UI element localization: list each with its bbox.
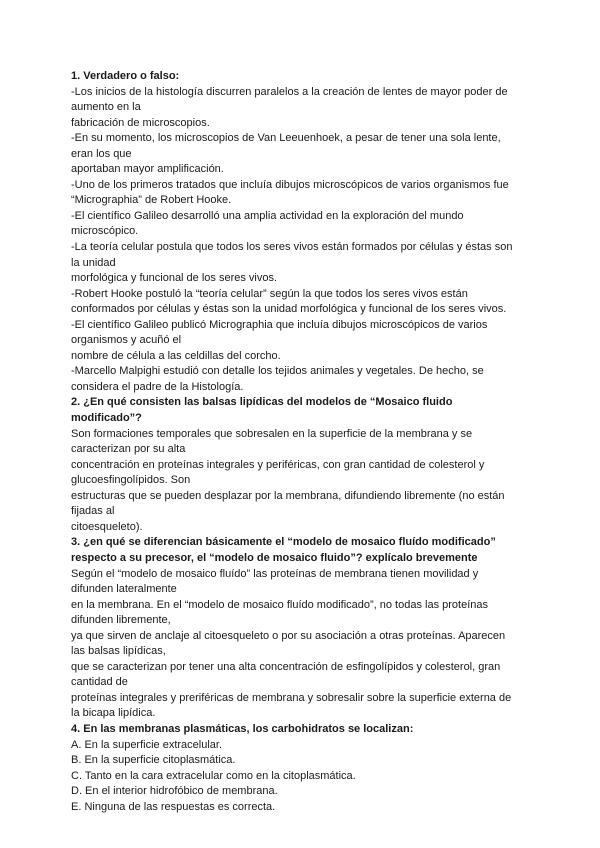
text-line: aumento en la	[71, 101, 141, 114]
text-line: D. En el interior hidrofóbico de membrana.	[71, 785, 278, 798]
question-heading-line: 4. En las membranas plasmáticas, los carbohidratos se localizan:	[71, 722, 414, 735]
text-line: ya que sirven de anclaje al citoesqueleto o por su asociación a otras proteínas. Aparecen	[71, 629, 506, 642]
text-line: Son formaciones temporales que sobresalen en la superficie de la membrana y se	[71, 427, 473, 440]
text-line: -Robert Hooke postuló la “teoría celular” según la que todos los seres vivos están	[71, 287, 468, 300]
text-line: -Uno de los primeros tratados que incluía dibujos microscópicos de varios organismos fue	[71, 178, 509, 191]
text-line: conformados por células y éstas son la unidad morfológica y funcional de los seres vivos.	[71, 303, 507, 316]
text-line: caracterizan por su alta	[71, 443, 186, 456]
text-line: -El científico Galileo publicó Micrographia que incluía dibujos microscópicos de varios	[71, 318, 488, 331]
text-line: -La teoría celular postula que todos los seres vivos están formados por células y éstas son	[71, 241, 513, 254]
document-page	[71, 69, 531, 815]
text-line: organismos y acuñó el	[71, 334, 182, 347]
text-line: estructuras que se pueden desplazar por la membrana, difundiendo libremente (no están	[71, 489, 505, 502]
text-line: nombre de célula a las celdillas del corcho.	[71, 349, 281, 362]
question-heading-line: modificado”?	[71, 412, 142, 425]
text-line: fabricación de microscopios.	[71, 116, 210, 129]
text-line: citoesqueleto).	[71, 520, 143, 533]
text-line: fijadas al	[71, 505, 115, 518]
question-heading-line: 1. Verdadero o falso:	[71, 70, 180, 82]
text-line: -En su momento, los microscopios de Van Leeuenhoek, a pesar de tener una sola lente,	[71, 132, 501, 145]
text-line: -Los inicios de la histología discurren paralelos a la creación de lentes de mayor poder de	[71, 85, 508, 98]
question-heading-line: respecto a su precesor, el “modelo de mosaico fluido”? explícalo brevemente	[71, 551, 478, 564]
text-line: B. En la superficie citoplasmática.	[71, 754, 236, 767]
text-line: concentración en proteínas integrales y periféricas, con gran cantidad de colesterol y	[71, 458, 485, 471]
text-line: aportaban mayor amplificación.	[71, 163, 224, 176]
text-line: eran los que	[71, 147, 132, 160]
text-line: en la membrana. En el “modelo de mosaico fluído modificado”, no todas las proteínas	[71, 598, 489, 611]
text-line: microscópico.	[71, 225, 139, 238]
text-line: considera el padre de la Histología.	[71, 380, 244, 393]
text-line: “Micrographia” de Robert Hooke.	[71, 194, 232, 207]
text-line: -El científico Galileo desarrolló una amplia actividad en la exploración del mundo	[71, 209, 464, 222]
text-line: Según el “modelo de mosaico fluído” las proteínas de membrana tienen movilidad y	[71, 567, 479, 580]
text-line: morfológica y funcional de los seres vivos.	[71, 272, 278, 285]
text-line: E. Ninguna de las respuestas es correcta.	[71, 800, 276, 813]
text-line: C. Tanto en la cara extracelular como en la citoplasmática.	[71, 769, 356, 782]
question-heading-line: 3. ¿en qué se diferencian básicamente el “modelo de mosaico fluído modificado”	[71, 536, 496, 549]
text-line: -Marcello Malpighi estudió con detalle los tejidos animales y vegetales. De hecho, se	[71, 365, 484, 378]
text-line: que se caracterizan por tener una alta concentración de esfingolípidos y colesterol, gran	[71, 660, 501, 673]
text-line: las balsas lipídicas,	[71, 645, 166, 658]
question-heading-line: 2. ¿En qué consisten las balsas lipídicas del modelos de “Mosaico fluido	[71, 396, 453, 409]
text-line: A. En la superficie extracelular.	[71, 738, 223, 751]
text-line: glucoesfingolípidos. Son	[71, 474, 191, 487]
text-line: la unidad	[71, 256, 116, 269]
text-line: difunden lateralmente	[71, 583, 177, 596]
text-line: cantidad de	[71, 676, 128, 689]
text-line: la bicapa lipídica.	[71, 707, 156, 720]
text-line: difunden libremente,	[71, 614, 171, 627]
text-line: proteínas integrales y preriféricas de membrana y sobresalir sobre la superficie externa de	[71, 691, 512, 704]
